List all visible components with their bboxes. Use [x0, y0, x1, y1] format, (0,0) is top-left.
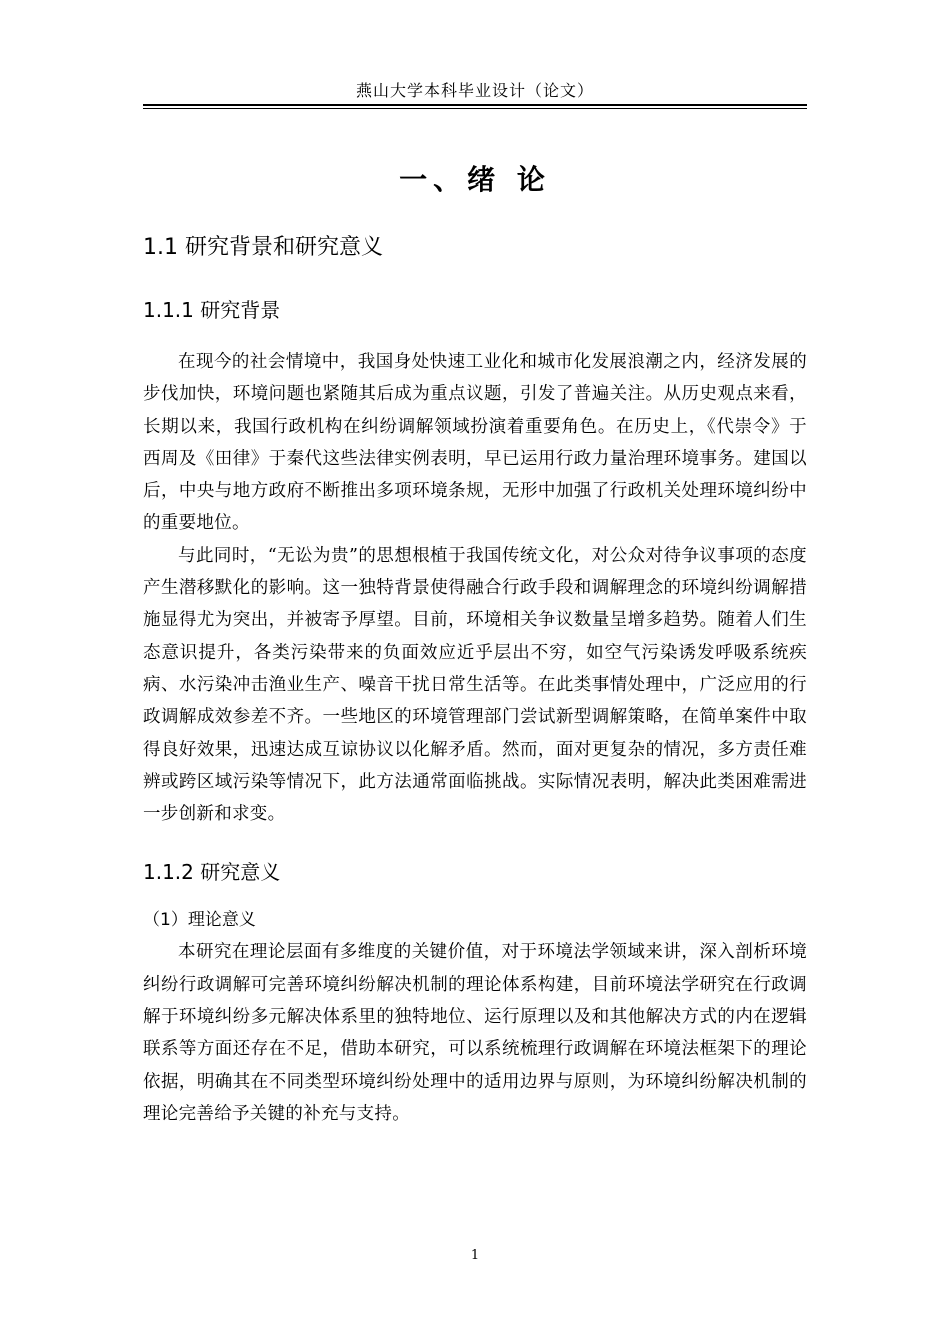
- section-heading-1-1: 1.1 研究背景和研究意义: [143, 235, 383, 260]
- header-rule-thick: [143, 104, 807, 106]
- subsection-heading-theory: （1）理论意义: [143, 910, 256, 931]
- chapter-title: 一、绪 论: [399, 163, 551, 196]
- paragraph-background-2: 与此同时，“无讼为贵”的思想根植于我国传统文化，对公众对待争议事项的态度产生潜移默化的影响。这一独特背景使得融合行政手段和调解理念的环境纠纷调解措施显得尤为突出，并被寄予厚望。目前，环境相关争议数量呈增多趋势。随着人们生态意识提升，各类污染带来的负面效应近乎层出不穷，如空气污染诱发呼吸系统疾病、水污染冲击渔业生产、噪音干扰日常生活等。在此类事情处理中，广泛应用的行政调解成效参差不齐。一些地区的环境管理部门尝试新型调解策略，在简单案件中取得良好效果，迅速达成互谅协议以化解矛盾。然而，面对更复杂的情况，多方责任难辨或跨区域污染等情况下，此方法通常面临挑战。实际情况表明，解决此类困难需进一步创新和求变。: [143, 545, 807, 825]
- body-content: [143, 228, 807, 1130]
- section-heading-1-1-1: 1.1.1 研究背景: [143, 298, 281, 322]
- header-rule-thin: [143, 108, 807, 109]
- section-heading-1-1-2: 1.1.2 研究意义: [143, 860, 281, 885]
- paragraph-background-1: 在现今的社会情境中，我国身处快速工业化和城市化发展浪潮之内，经济发展的步伐加快，环境问题也紧随其后成为重点议题，引发了普遍关注。从历史观点来看，长期以来，我国行政机构在纠纷调解领域扮演着重要角色。在历史上，《代崇令》于西周及《田律》于秦代这些法律实例表明，早已运用行政力量治理环境事务。建国以后，中央与地方政府不断推出多项环境条规，无形中加强了行政机关处理环境纠纷中的重要地位。: [143, 352, 807, 534]
- paragraph-theory-1: 本研究在理论层面有多维度的关键价值，对于环境法学领域来讲，深入剖析环境纠纷行政调解可完善环境纠纷解决机制的理论体系构建，目前环境法学研究在行政调解于环境纠纷多元解决体系里的独特地位、运行原理以及和其他解决方式的内在逻辑联系等方面还存在不足，借助本研究，可以系统梳理行政调解在环境法框架下的理论依据，明确其在不同类型环境纠纷处理中的适用边界与原则，为环境纠纷解决机制的理论完善给予关键的补充与支持。: [143, 942, 807, 1124]
- running-header: 燕山大学本科毕业设计（论文）: [355, 81, 594, 100]
- page-number: 1: [470, 1248, 480, 1263]
